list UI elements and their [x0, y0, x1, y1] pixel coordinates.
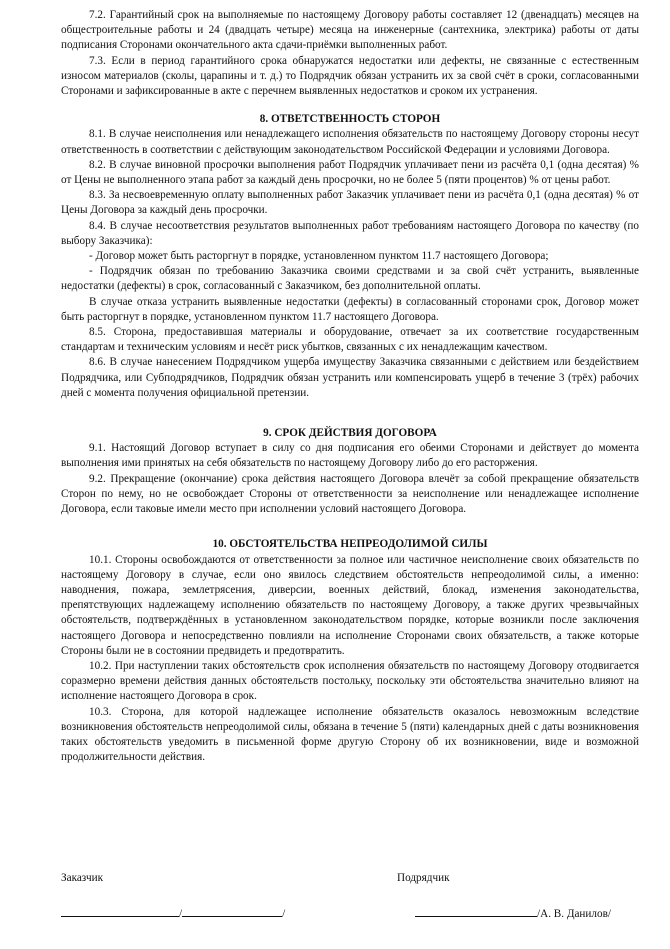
clause-10-1: 10.1. Стороны освобождаются от ответственности за полное или частичное неисполнение своих обязательств по настоящему Договору в случае, если оно явилось следствием обстоятельств непреодолимой силы, а именно: наводнения, пожара, землетрясения, диверсии, военных действий, блокад, изменения законодательства, препятствующих надлежащему исполнению обязательств по настоящему Договору, а также других чрезвычайных обстоятельств, подтверждённых в установленном законодательством порядке, которые возникли после заключения настоящего Договора и непосредственно повлияли на исполнение Сторонами своих обязательств, а также которые Стороны были не в состоянии предвидеть и предотвратить.: [61, 553, 639, 657]
customer-signature-blank: [61, 906, 179, 917]
customer-name-blank: [182, 906, 282, 917]
clause-7-2: 7.2. Гарантийный срок на выполняемые по настоящему Договору работы составляет 12 (двенадцать) месяцев на общестроительные работы и 24 (двадцать четыре) месяца на инженерные (сантехника, электрика) работы от даты подписания Сторонами окончательного акта сдачи-приёмки выполненных работ.: [61, 9, 639, 52]
clause-8-2: 8.2. В случае виновной просрочки выполнения работ Подрядчик уплачивает пени из расчёта 0,1 (одна десятая) % от Цены не выполненного этапа работ за каждый день просрочки, но не более 5 (пяти процентов) % от цены работ.: [61, 158, 639, 187]
clause-8-6: 8.6. В случае нанесением Подрядчиком ущерба имуществу Заказчика связанными с действием или бездействием Подрядчика, или Субподрядчиков, Подрядчик обязан устранить или компенсировать ущерб в течение 3 (трёх) рабочих дней с момента получения официальной претензии.: [61, 356, 639, 399]
clause-10-2: 10.2. При наступлении таких обстоятельств срок исполнения обязательств по настоящему Договору отодвигается соразмерно времени действия данных обстоятельств постольку, поскольку эти обстоятельства значительно влияют на исполнение настоящего Договора в срок.: [61, 659, 639, 703]
section-10-heading: 10. ОБСТОЯТЕЛЬСТВА НЕПРЕОДОЛИМОЙ СИЛЫ: [212, 538, 488, 551]
signature-separator: /: [282, 908, 286, 920]
clause-8-3: 8.3. За несвоевременную оплату выполненных работ Заказчик уплачивает пени из расчёта 0,1 (одна десятая) % от Цены Договора за каждый день просрочки.: [61, 189, 639, 217]
customer-label: Заказчик: [61, 872, 104, 884]
contractor-name: /А. В. Данилов/: [537, 908, 611, 920]
contract-page: [61, 8, 639, 765]
section-9-heading: 9. СРОК ДЕЙСТВИЯ ДОГОВОРА: [263, 427, 437, 440]
customer-signature-line: [61, 906, 285, 920]
contractor-signature-line: [415, 906, 611, 920]
clause-8-4-option-a: - Договор может быть расторгнут в порядке, установленном пунктом 11.7 настоящего Договора;: [89, 250, 549, 263]
clause-8-4-option-b: - Подрядчик обязан по требованию Заказчика своими средствами и за свой счёт устранить, выявленные недостатки (дефекты) в срок, согласованный с Заказчиком, без дополнительной оплаты.: [61, 265, 639, 293]
clause-8-1: 8.1. В случае неисполнения или ненадлежащего исполнения обязательств по настоящему Договору стороны несут ответственность в соответствии с действующим законодательством Российской Федерации и условиями Договора.: [61, 128, 639, 156]
contractor-signature-blank: [415, 906, 537, 917]
clause-9-1: 9.1. Настоящий Договор вступает в силу со дня подписания его обеими Сторонами и действует до момента выполнения ими принятых на себя обязательств по настоящему Договору либо до его расторжения.: [61, 442, 639, 470]
section-8-heading: 8. ОТВЕТСТВЕННОСТЬ СТОРОН: [259, 113, 441, 126]
clause-10-3: 10.3. Сторона, для которой надлежащее исполнение обязательств оказалось невозможным вследствие возникновения обстоятельств непреодолимой силы, обязана в течение 5 (пяти) календарных дней с даты возникновения таких обстоятельств уведомить в письменной форме другую Сторону об их возникновении, виде и возможной продолжительности действия.: [61, 705, 639, 764]
clause-8-5: 8.5. Сторона, предоставившая материалы и оборудование, отвечает за их соответствие государственным стандартам и техническим условиям и несёт риск убытков, связанных с их ненадлежащим качеством.: [61, 326, 639, 354]
clause-8-4: 8.4. В случае несоответствия результатов выполненных работ требованиям настоящего Договора по качеству (по выбору Заказчика):: [61, 219, 639, 247]
clause-9-2: 9.2. Прекращение (окончание) срока действия настоящего Договора влечёт за собой прекращение обязательств Сторон по нему, но не освобождает Стороны от ответственности за неисполнение или ненадлежащее исполнение Договора, если таковые имели место при исполнении условий настоящего Договора.: [61, 472, 639, 516]
clause-8-4-refusal: В случае отказа устранить выявленные недостатки (дефекты) в согласованный сторонами срок, Договор может быть расторгнут в порядке, установленном пунктом 11.7 настоящего Договора.: [61, 295, 639, 323]
clause-7-3: 7.3. Если в период гарантийного срока обнаружатся недостатки или дефекты, не связанные с естественным износом материалов (сколы, царапины и т. д.) то Подрядчик обязан устранить их за свой счёт в сроки, согласованными Сторонами и зафиксированные в акте с перечнем выявленных недостатков и сроком их устранения.: [61, 54, 639, 98]
signature-separator: /: [179, 908, 183, 920]
contractor-label: Подрядчик: [397, 872, 450, 884]
